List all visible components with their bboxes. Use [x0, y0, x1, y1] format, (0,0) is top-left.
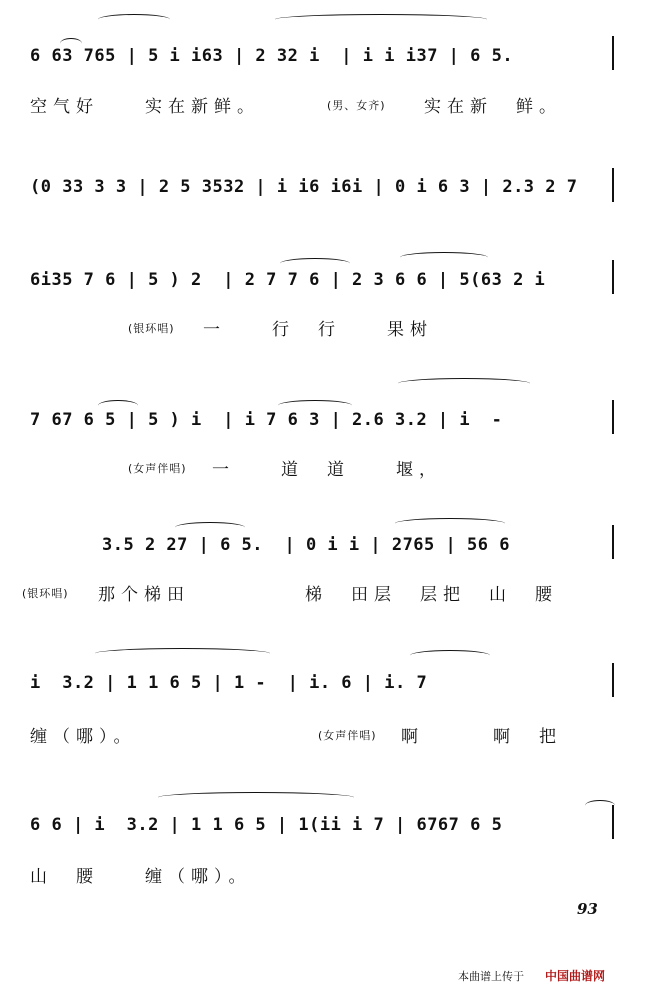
notation-line-2: (0 33 3 3 | 2 5 3532 | i i6 i6i | 0 i 6 3 | 2.3 2 7	[30, 177, 578, 197]
slur	[400, 252, 488, 263]
lyrics-line-6: 缠（哪）。	[30, 727, 137, 747]
barline-end	[612, 260, 614, 294]
slur	[275, 14, 487, 25]
notation-line-5: 3.5 2 27 | 6 5. | 0 i i | 2765 | 56 6	[102, 535, 510, 555]
lyrics-line-4: 一 道 道 堰，	[212, 460, 442, 480]
slur	[60, 38, 82, 49]
upload-credit: 本曲谱上传于	[458, 970, 524, 983]
lyrics-line-3: 一 行 行 果树	[203, 320, 433, 340]
slur	[175, 522, 245, 533]
singer-annotation: (男、女齐)	[327, 99, 386, 112]
slur	[280, 258, 350, 269]
barline-end	[612, 168, 614, 202]
slur	[410, 650, 490, 661]
notation-line-6: i 3.2 | 1 1 6 5 | 1 - | i. 6 | i. 7	[30, 673, 428, 693]
slur	[585, 800, 615, 811]
lyrics-line-7: 山 腰 缠（哪）。	[30, 867, 252, 887]
slur	[98, 14, 170, 25]
lyrics-line-5: 那个梯田 梯 田层 层把 山 腰	[98, 585, 558, 605]
barline-end	[612, 36, 614, 70]
singer-annotation: (银环唱)	[22, 587, 69, 600]
slur	[278, 400, 352, 411]
notation-line-3: 6i35 7 6 | 5 ) 2 | 2 7 7 6 | 2 3 6 6 | 5(63 2 i	[30, 270, 546, 290]
singer-annotation: (女声伴唱)	[128, 462, 187, 475]
barline-end	[612, 400, 614, 434]
slur	[158, 792, 354, 803]
site-logo: 中国曲谱网	[545, 969, 606, 983]
notation-line-4: 7 67 6 5 | 5 ) i | i 7 6 3 | 2.6 3.2 | i -	[30, 410, 503, 430]
barline-end	[612, 805, 614, 839]
lyrics-line-1b: 实在新 鲜。	[424, 97, 562, 117]
slur	[98, 400, 138, 411]
notation-line-1: 6 63 765 | 5 i i63 | 2 32 i | i i i37 | 6 5.	[30, 46, 514, 66]
lyrics-line-6b: 啊 啊 把	[401, 727, 562, 747]
page-number: 93	[577, 900, 598, 918]
slur	[398, 378, 530, 389]
lyrics-line-1: 空气好 实在新鲜。	[30, 97, 260, 117]
barline-end	[612, 663, 614, 697]
barline-end	[612, 525, 614, 559]
singer-annotation: (女声伴唱)	[318, 729, 377, 742]
slur	[95, 648, 270, 659]
slur	[395, 518, 505, 529]
singer-annotation: (银环唱)	[128, 322, 175, 335]
notation-line-7: 6 6 | i 3.2 | 1 1 6 5 | 1(ii i 7 | 6767 6 5	[30, 815, 503, 835]
